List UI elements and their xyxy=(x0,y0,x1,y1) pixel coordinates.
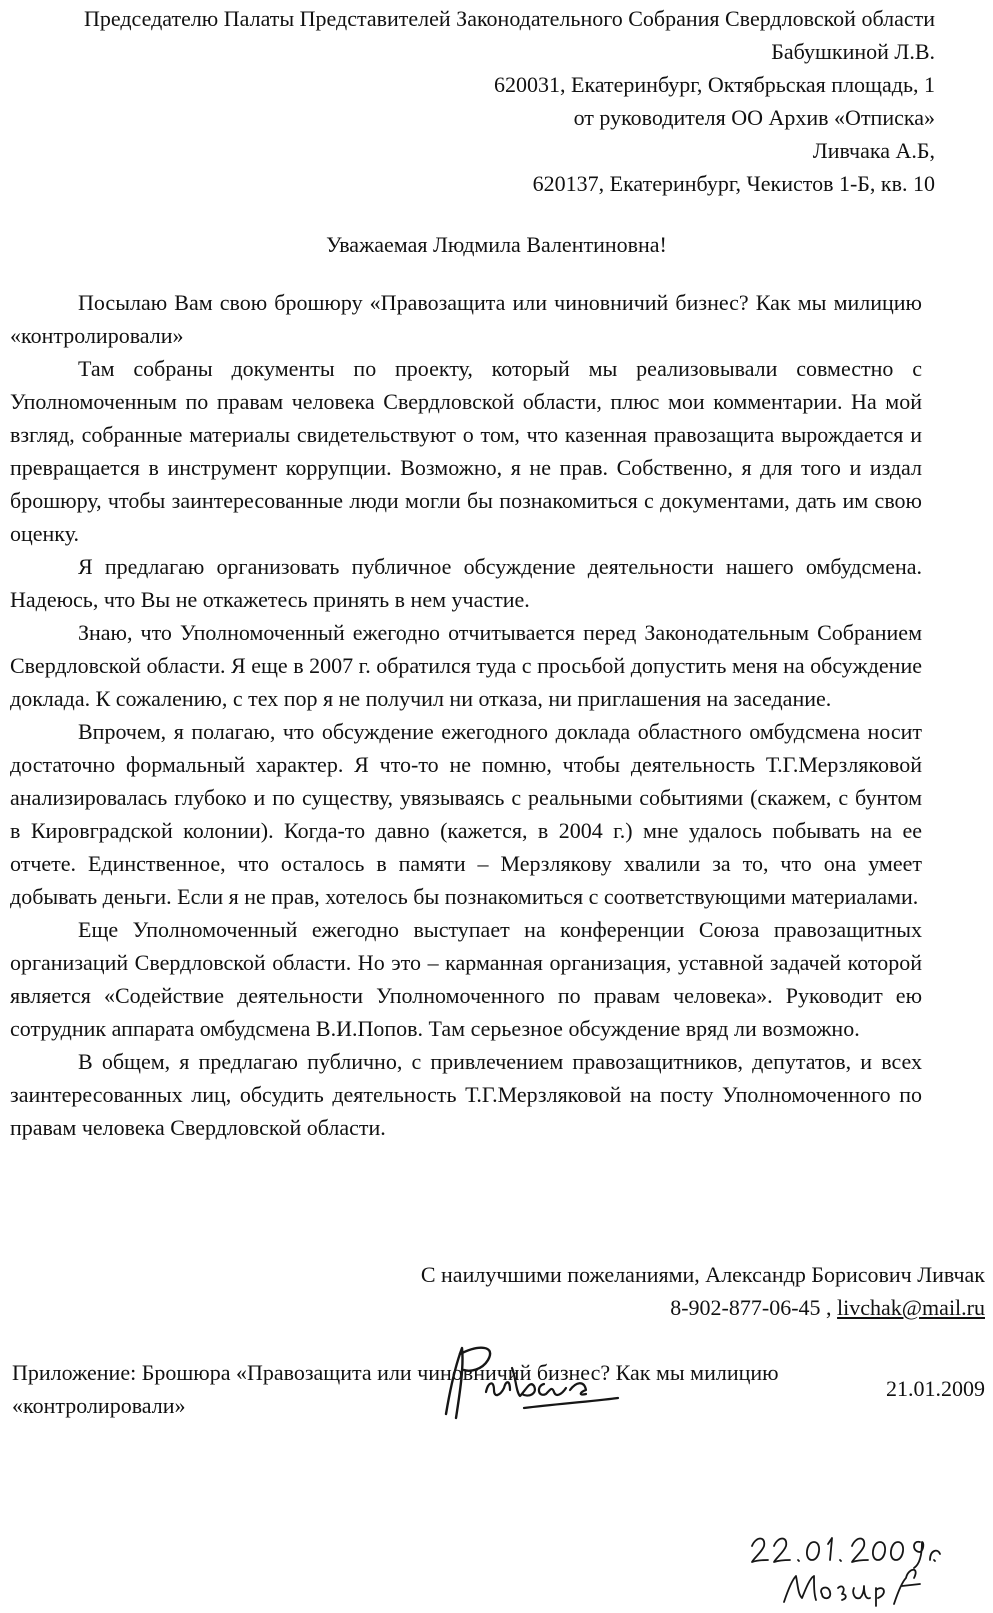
email-link[interactable]: livchak@mail.ru xyxy=(837,1295,985,1320)
attachment-note: Приложение: Брошюра «Правозащита или чиновничий бизнес? Как мы милицию «контролировали» xyxy=(12,1360,779,1418)
body-paragraph: Посылаю Вам свою брошюру «Правозащита или чиновничий бизнес? Как мы милицию «контролировали» xyxy=(10,290,922,348)
phone-number: 8-902-877-06-45 xyxy=(670,1295,821,1320)
body-paragraph: Там собраны документы по проекту, который мы реализовывали совместно с Уполномоченным по правам человека Свердловской области, плюс мои комментарии. На мой взгляд, собранные материалы свидетельствуют о том, что казенная правозащита вырождается и превращается в инструмент коррупции. Возможно, я не прав. Собственно, я для того и издал брошюру, чтобы заинтересованные люди могли бы познакомиться с документами, дать им свою оценку. xyxy=(10,356,922,546)
handwritten-date-note xyxy=(748,1528,958,1608)
body-paragraph: Еще Уполномоченный ежегодно выступает на конференции Союза правозащитных организаций Свердловской области. Но это – карманная организация, уставной задачей которой является «Содействие деятельности Уполномоченного по правам человека». Руководит ею сотрудник аппарата омбудсмена В.И.Попов. Там серьезное обсуждение вряд ли возможно. xyxy=(10,917,922,1041)
contact-line: 8-902-877-06-45 , livchak@mail.ru xyxy=(670,1295,985,1320)
letter-body xyxy=(10,286,922,1144)
address-line: Ливчака А.Б, xyxy=(812,138,935,163)
body-paragraph: Впрочем, я полагаю, что обсуждение ежегодного доклада областного омбудсмена носит достаточно формальный характер. Я что-то не помню, чтобы деятельность Т.Г.Мерзляковой анализировалась глубоко и по существу, увязываясь с реальными событиями (скажем, с бунтом в Кировградской колонии). Когда-то давно (кажется, в 2004 г.) мне удалось побывать на ее отчете. Единственное, что осталось в памяти – Мерзлякову хвалили за то, что она умеет добывать деньги. Если я не прав, хотелось бы познакомиться с соответствующими материалами. xyxy=(10,719,922,909)
body-paragraph: Я предлагаю организовать публичное обсуждение деятельности нашего омбудсмена. Надеюсь, что Вы не откажетесь принять в нем участие. xyxy=(10,554,922,612)
letter-date: 21.01.2009 xyxy=(886,1376,985,1401)
address-line: 620137, Екатеринбург, Чекистов 1-Б, кв. 10 xyxy=(532,171,935,196)
salutation: Уважаемая Людмила Валентиновна! xyxy=(326,232,667,257)
closing-line: С наилучшими пожеланиями, Александр Борисович Ливчак xyxy=(420,1262,985,1287)
address-line: 620031, Екатеринбург, Октябрьская площадь, 1 xyxy=(494,72,935,97)
signature-icon xyxy=(436,1334,636,1424)
address-line: Бабушкиной Л.В. xyxy=(771,39,935,64)
body-paragraph: Знаю, что Уполномоченный ежегодно отчитывается перед Законодательным Собранием Свердловской области. Я еще в 2007 г. обратился туда с просьбой допустить меня на обсуждение доклада. К сожалению, с тех пор я не получил ни отказа, ни приглашения на заседание. xyxy=(10,620,922,711)
closing-block xyxy=(421,1258,985,1324)
address-line: Председателю Палаты Представителей Законодательного Собрания Свердловской области xyxy=(84,6,935,31)
address-line: от руководителя ОО Архив «Отписка» xyxy=(573,105,935,130)
body-paragraph: В общем, я предлагаю публично, с привлечением правозащитников, депутатов, и всех заинтересованных лиц, обсудить деятельность Т.Г.Мерзляковой на посту Уполномоченного по правам человека Свердловской области. xyxy=(10,1049,922,1140)
recipient-address-block xyxy=(84,2,935,200)
